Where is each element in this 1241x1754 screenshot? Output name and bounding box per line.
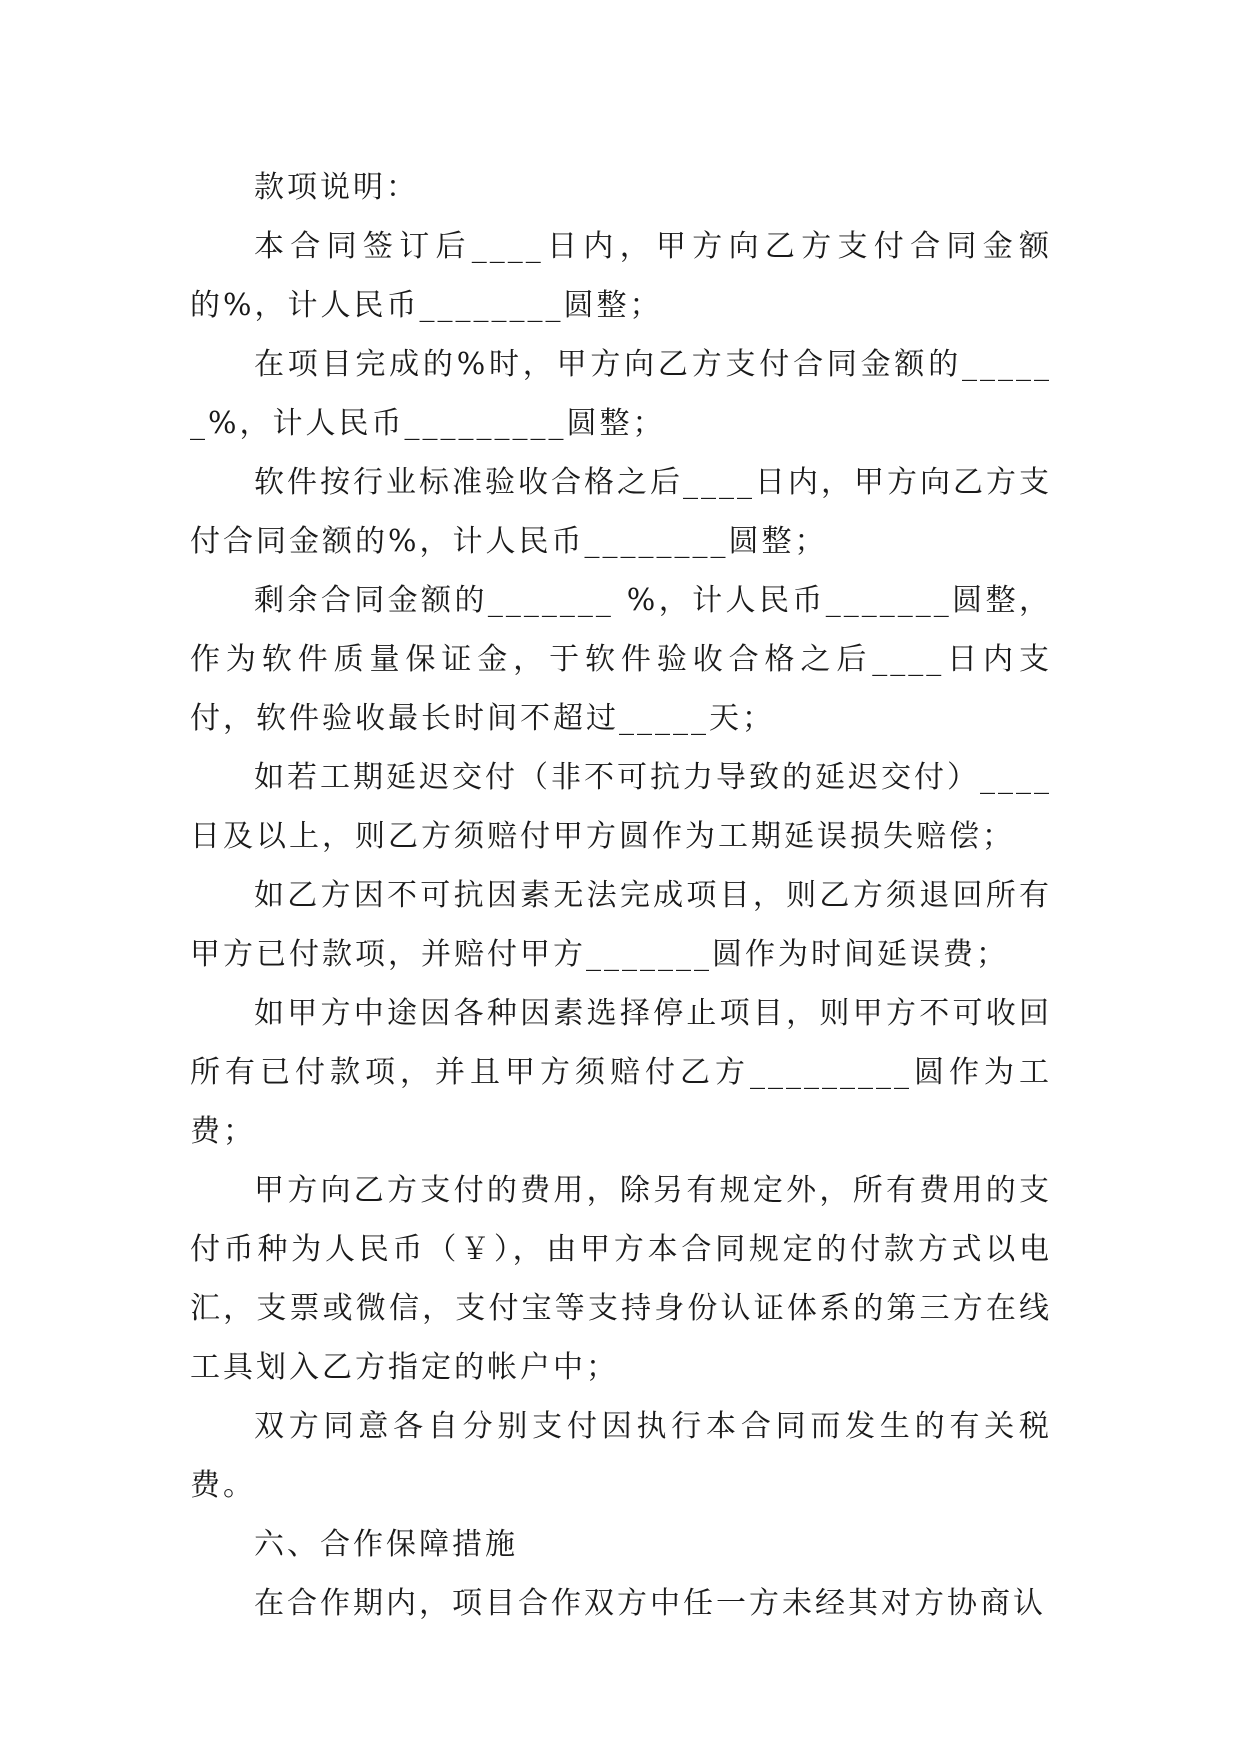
- payment-terms-heading: 款项说明：: [254, 170, 419, 205]
- section-heading-cooperation: 六、合作保障措施: [254, 1527, 518, 1562]
- tax-clause: 双方同意各自分别支付因执行本合同而发生的有关税费。: [190, 1409, 1052, 1503]
- document-page: [190, 158, 1052, 1633]
- payment-clause-signing: 本合同签订后____日内，甲方向乙方支付合同金额的%，计人民币________圆整；: [190, 229, 1052, 323]
- payment-clause-warranty: 剩余合同金额的_______ %，计人民币_______圆整，作为软件质量保证金，于软件验收合格之后____日内支付，软件验收最长时间不超过_____天；: [190, 583, 1052, 736]
- cooperation-clause: 在合作期内，项目合作双方中任一方未经其对方协商认: [254, 1586, 1046, 1621]
- party-a-termination-clause: 如甲方中途因各种因素选择停止项目，则甲方不可收回所有已付款项，并且甲方须赔付乙方_________圆作为工费；: [190, 996, 1052, 1149]
- delay-penalty-clause: 如若工期延迟交付（非不可抗力导致的延迟交付）____日及以上，则乙方须赔付甲方圆作为工期延误损失赔偿；: [190, 760, 1052, 854]
- party-b-termination-clause: 如乙方因不可抗因素无法完成项目，则乙方须退回所有甲方已付款项，并赔付甲方_______圆作为时间延误费；: [190, 878, 1052, 972]
- payment-method-clause: 甲方向乙方支付的费用，除另有规定外，所有费用的支付币种为人民币（￥），由甲方本合同规定的付款方式以电汇，支票或微信，支付宝等支持身份认证体系的第三方在线工具划入乙方指定的帐户中；: [190, 1173, 1052, 1385]
- payment-clause-progress: 在项目完成的%时，甲方向乙方支付合同金额的______%，计人民币_________圆整；: [190, 347, 1052, 441]
- payment-clause-acceptance: 软件按行业标准验收合格之后____日内，甲方向乙方支付合同金额的%，计人民币________圆整；: [190, 465, 1052, 559]
